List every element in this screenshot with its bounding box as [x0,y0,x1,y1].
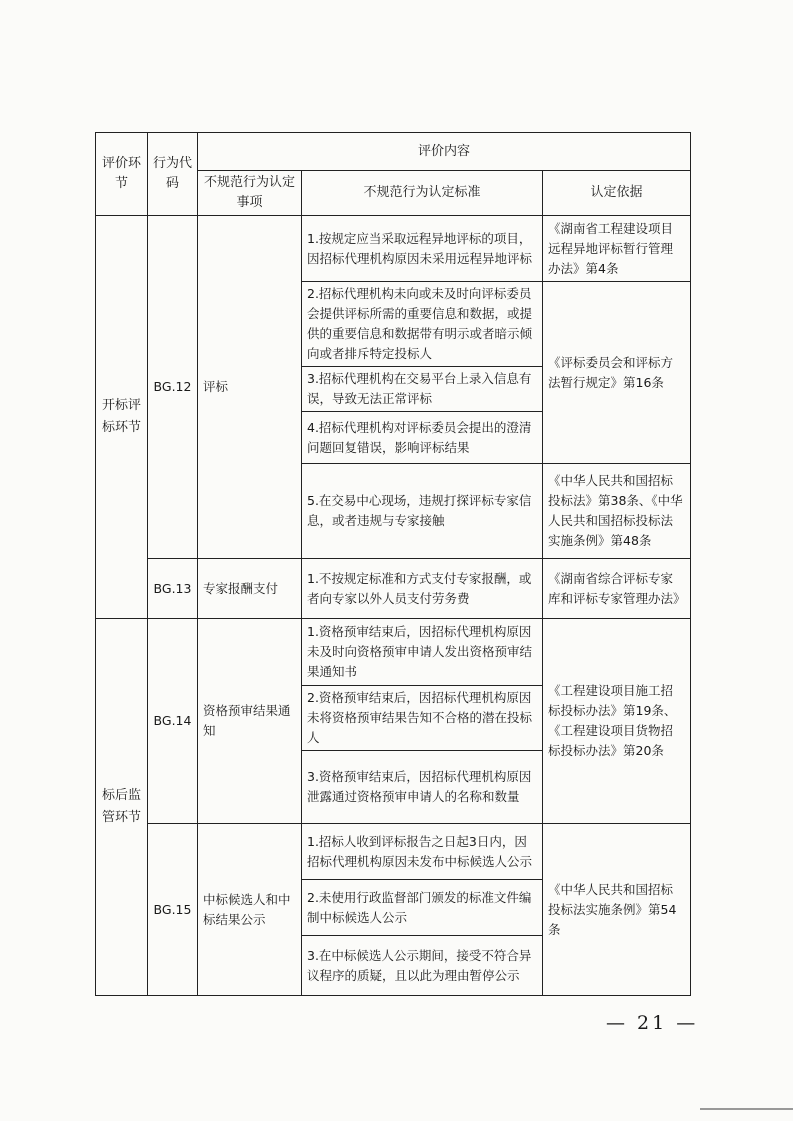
standard-cell: 1.不按规定标准和方式支付专家报酬，或者向专家以外人员支付劳务费 [302,559,543,619]
stage-cell: 标后监管环节 [96,619,148,996]
standard-cell: 1.招标人收到评标报告之日起3日内，因招标代理机构原因未发布中标候选人公示 [302,824,543,880]
standard-cell: 1.资格预审结束后，因招标代理机构原因未及时向资格预审申请人发出资格预审结果通知书 [302,619,543,686]
header-basis: 认定依据 [543,171,691,216]
item-cell: 中标候选人和中标结果公示 [198,824,302,996]
header-code: 行为代码 [148,133,198,216]
basis-cell: 《湖南省综合评标专家库和评标专家管理办法》 [543,559,691,619]
item-cell: 评标 [198,216,302,559]
standard-cell: 2.未使用行政监督部门颁发的标准文件编制中标候选人公示 [302,880,543,936]
header-content: 评价内容 [198,133,691,171]
evaluation-table [95,132,691,996]
item-cell: 资格预审结果通知 [198,619,302,824]
code-cell: BG.12 [148,216,198,559]
code-cell: BG.13 [148,559,198,619]
standard-cell: 2.资格预审结束后，因招标代理机构原因未将资格预审结果告知不合格的潜在投标人 [302,686,543,751]
header-standard: 不规范行为认定标准 [302,171,543,216]
stage-cell: 开标评标环节 [96,216,148,619]
header-stage: 评价环节 [96,133,148,216]
standard-cell: 1.按规定应当采取远程异地评标的项目，因招标代理机构原因未采用远程异地评标 [302,216,543,282]
standard-cell: 3.招标代理机构在交易平台上录入信息有误，导致无法正常评标 [302,367,543,412]
basis-cell: 《湖南省工程建设项目远程异地评标暂行管理办法》第4条 [543,216,691,282]
standard-cell: 2.招标代理机构未向或未及时向评标委员会提供评标所需的重要信息和数据，或提供的重要信息和数据带有明示或者暗示倾向或者排斥特定投标人 [302,282,543,367]
code-cell: BG.15 [148,824,198,996]
code-cell: BG.14 [148,619,198,824]
scan-edge-line [700,1108,793,1110]
standard-cell: 3.在中标候选人公示期间，接受不符合异议程序的质疑，且以此为理由暂停公示 [302,936,543,996]
standard-cell: 5.在交易中心现场，违规打探评标专家信息，或者违规与专家接触 [302,464,543,559]
standard-cell: 3.资格预审结束后，因招标代理机构原因泄露通过资格预审申请人的名称和数量 [302,751,543,824]
basis-cell: 《中华人民共和国招标投标法实施条例》第54条 [543,824,691,996]
basis-cell: 《评标委员会和评标方法暂行规定》第16条 [543,282,691,464]
basis-cell: 《工程建设项目施工招标投标办法》第19条、《工程建设项目货物招标投标办法》第20条 [543,619,691,824]
page-number: — 21 — [606,1012,699,1034]
item-cell: 专家报酬支付 [198,559,302,619]
header-item: 不规范行为认定事项 [198,171,302,216]
standard-cell: 4.招标代理机构对评标委员会提出的澄清问题回复错误，影响评标结果 [302,412,543,464]
basis-cell: 《中华人民共和国招标投标法》第38条、《中华人民共和国招标投标法实施条例》第48条 [543,464,691,559]
